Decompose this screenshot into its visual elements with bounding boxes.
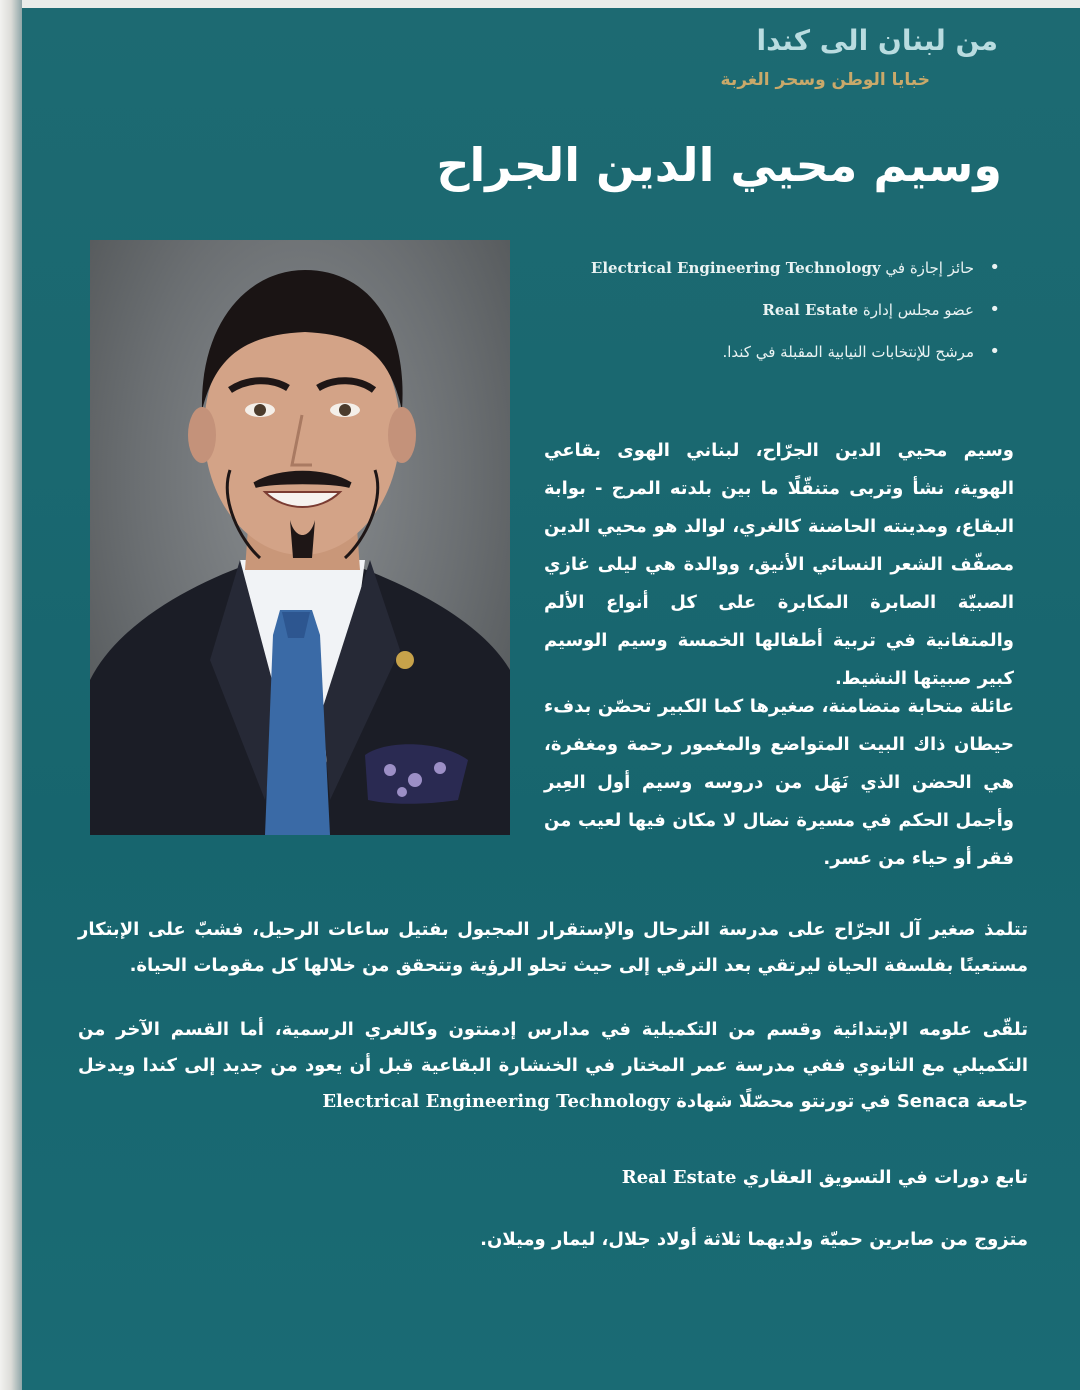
role-item (570, 258, 1000, 278)
portrait-photo (90, 240, 510, 835)
series-subtitle: خبايا الوطن وسحر الغربة (720, 70, 930, 90)
bio-paragraph-5-en: Real Estate (621, 1167, 737, 1188)
page-spine-edge (0, 0, 22, 1390)
bio-paragraph-1: وسيم محيي الدين الجرّاح، لبناني الهوى بقاعي الهوية، نشأ وتربى متنقّلًا ما بين بلدته المرج - بوابة البقاع، ومدينته الحاضنة كالغري، لوالد هو محيي الدين مصفّف الشعر النسائي الأنيق، ووالدة هي ليلى غازي الصبيّة الصابرة المكابرة على كل أنواع الألم والمتفانية في تربية أطفالها الخمسة وسيم الوسيم كبير صبيتها النشيط. (544, 440, 1014, 689)
bullet-icon: • (989, 257, 1000, 278)
role-text-en: Electrical Engineering Technology (590, 259, 881, 277)
person-name: وسيم محيي الدين الجراح (436, 138, 1002, 192)
bio-paragraph-6: متزوج من صابرين حميّة ولديهما ثلاثة أولاد جلال، ليمار وميلان. (480, 1229, 1028, 1250)
bio-paragraph-2: عائلة متحابة متضامنة، صغيرها كما الكبير تحصّن بدفء حيطان ذاك البيت المتواضع والمغمور رحمة ومغفرة، هي الحضن الذي نَهَل من دروسه وسيم أول العِبر وأجمل الحكم في مسيرة نضال لا مكان فيها لعيب من فقر أو حياء من عسر. (544, 696, 1014, 869)
role-text-en: Real Estate (762, 301, 859, 319)
role-text: عضو مجلس إدارة (858, 301, 974, 319)
role-item (570, 342, 1000, 362)
roles-list (570, 258, 1000, 384)
bio-paragraph-5-text: تابع دورات في التسويق العقاري (736, 1167, 1028, 1188)
bio-paragraph-4-en: Electrical Engineering Technology (322, 1091, 670, 1112)
series-title: من لبنان الى كندا (756, 24, 998, 57)
role-text: مرشح للإنتخابات النيابية المقبلة في كندا. (722, 343, 974, 361)
page-top-edge (0, 0, 1080, 8)
role-item (570, 300, 1000, 320)
bio-paragraph-4 (78, 1012, 1028, 1120)
role-text: حائز إجازة في (880, 259, 974, 277)
bio-paragraph-4-text: تلقّى علومه الإبتدائية وقسم من التكميلية في مدارس إدمنتون وكالغري الرسمية، أما القسم الآخر من التكميلي مع الثانوي ففي مدرسة عمر المختار في الخنشارة البقاعية قبل أن يعود من جديد إلى كندا ويدخل جامعة Senaca في تورنتو محصّلًا شهادة (78, 1019, 1028, 1112)
bio-paragraph-3: تتلمذ صغير آل الجرّاح على مدرسة الترحال والإستقرار المجبول بفتيل ساعات الرحيل، فشبّ على الإبتكار مستعينًا بفلسفة الحياة ليرتقي بعد الترقي إلى حيث تحلو الرؤية وتتحقق من خلالها كل مقومات الحياة. (78, 919, 1028, 976)
bullet-icon: • (989, 299, 1000, 320)
bullet-icon: • (989, 341, 1000, 362)
bio-paragraph-5 (78, 1160, 1028, 1196)
